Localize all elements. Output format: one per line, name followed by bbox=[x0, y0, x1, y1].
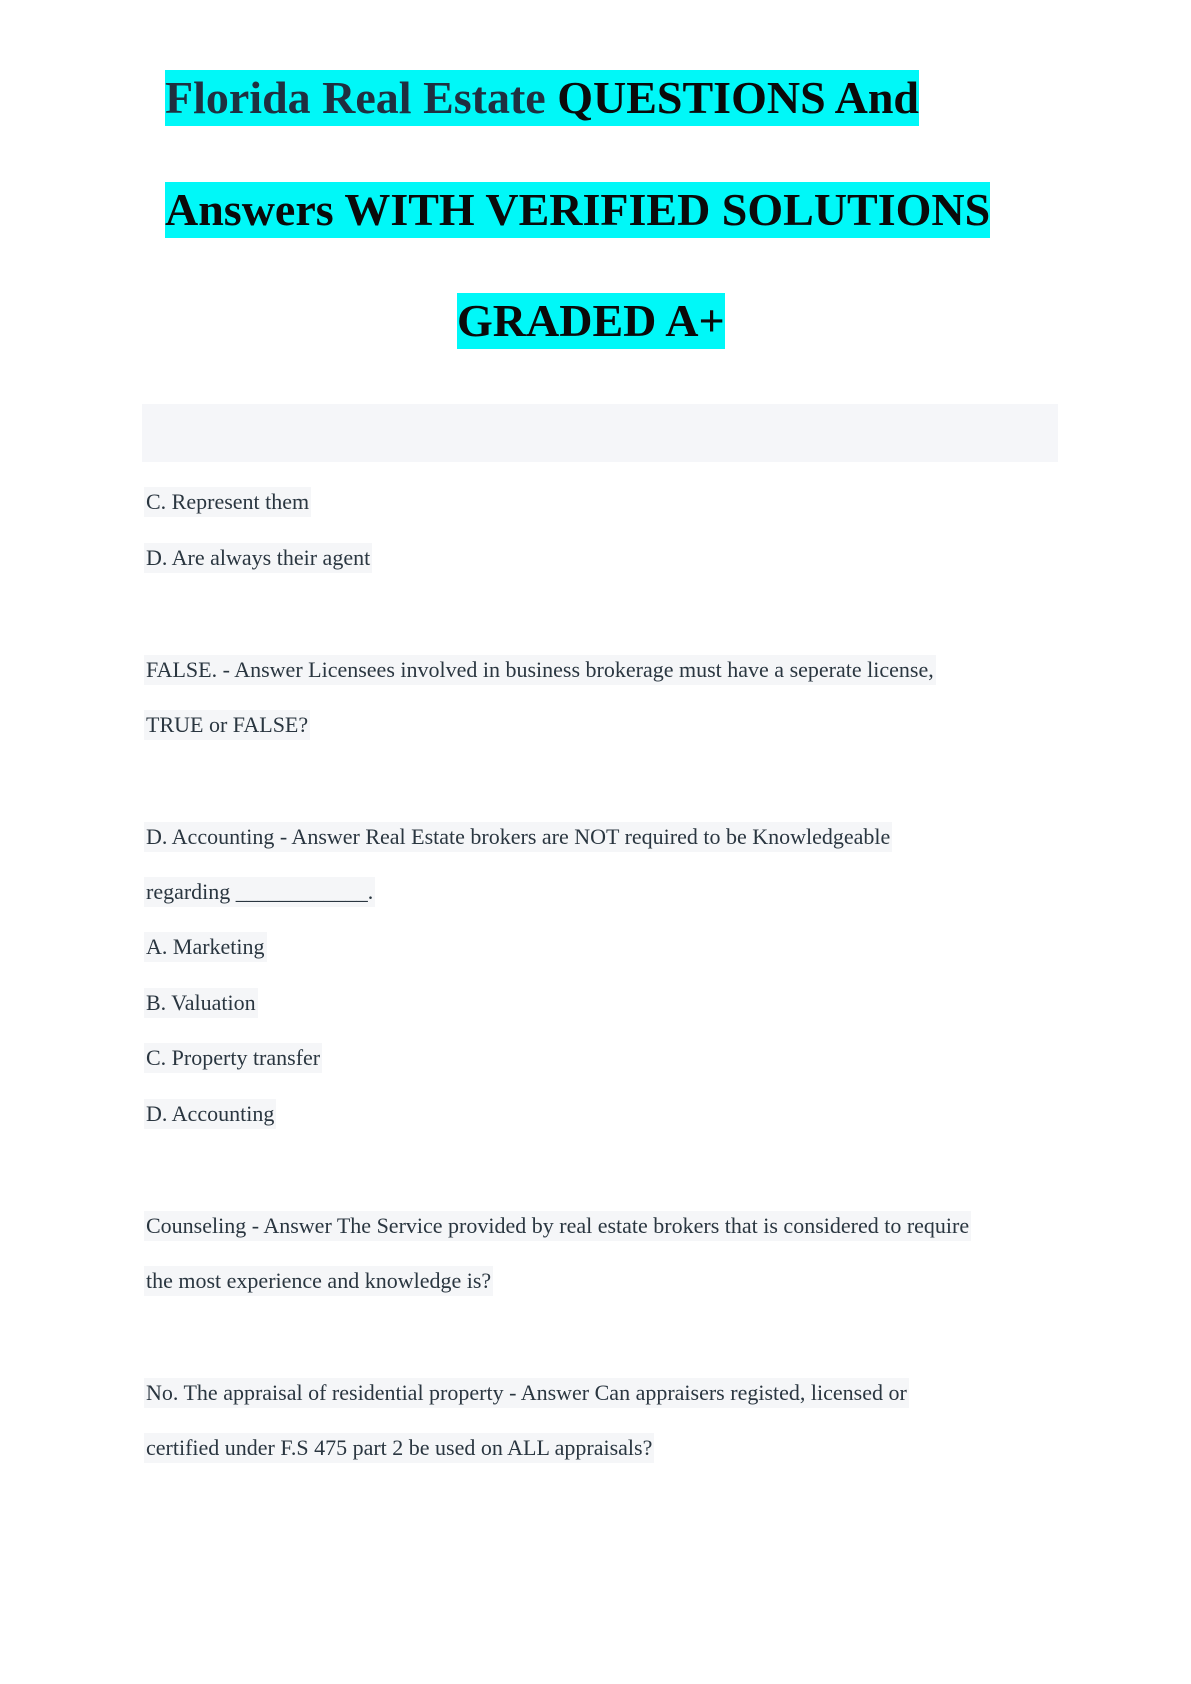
title-line-1-part-1: Florida Real Estate bbox=[165, 72, 546, 123]
qa-line: certified under F.S 475 part 2 be used on ALL appraisals? bbox=[144, 1433, 654, 1463]
qa-line: TRUE or FALSE? bbox=[144, 710, 310, 740]
answer-option: D. Are always their agent bbox=[144, 543, 372, 573]
answer-option: C. Property transfer bbox=[144, 1043, 322, 1073]
qa-line: FALSE. - Answer Licensees involved in business brokerage must have a seperate license, bbox=[144, 655, 936, 685]
title-line-3: GRADED A+ bbox=[457, 293, 725, 349]
answer-option: C. Represent them bbox=[144, 487, 311, 517]
qa-line: regarding ____________. bbox=[144, 877, 375, 907]
answer-option: D. Accounting bbox=[144, 1099, 276, 1129]
blank-band bbox=[142, 404, 1058, 462]
title-line-1-part-2: QUESTIONS And bbox=[545, 72, 919, 123]
qa-line: the most experience and knowledge is? bbox=[144, 1266, 493, 1296]
title-line-1 bbox=[165, 70, 919, 126]
title-line-2: Answers WITH VERIFIED SOLUTIONS bbox=[165, 182, 990, 238]
answer-option: A. Marketing bbox=[144, 932, 267, 962]
qa-line: Counseling - Answer The Service provided by real estate brokers that is considered to require bbox=[144, 1211, 971, 1241]
qa-line: D. Accounting - Answer Real Estate brokers are NOT required to be Knowledgeable bbox=[144, 822, 892, 852]
answer-option: B. Valuation bbox=[144, 988, 258, 1018]
qa-line: No. The appraisal of residential property - Answer Can appraisers registed, licensed or bbox=[144, 1378, 909, 1408]
